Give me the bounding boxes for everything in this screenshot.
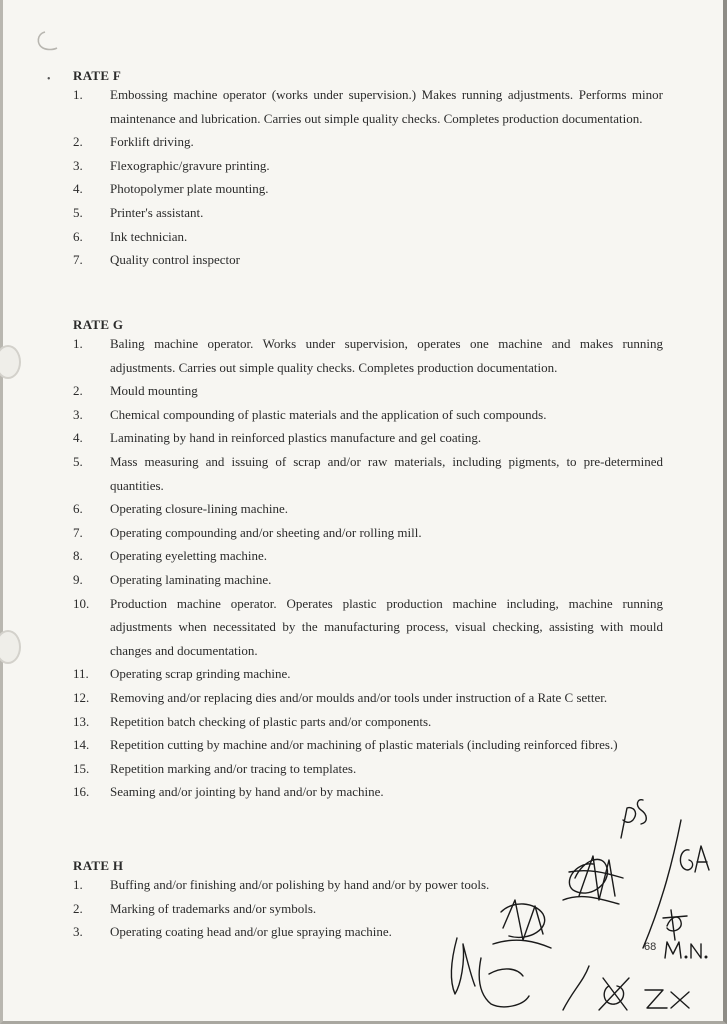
list-item: 2. Mould mounting (73, 383, 198, 399)
list-item: 9. Operating laminating machine. (73, 571, 272, 587)
list-item: 3. Operating coating head and/or glue spraying machine. (73, 924, 392, 940)
list-item: 1. Baling machine operator. Works under supervision, operates one machine and makes running adjustments. Carries out simple quality checks. Completes production documentation. (73, 336, 663, 375)
list-item: 13. Repetition batch checking of plastic parts and/or components. (73, 713, 432, 729)
list-item: 12. Removing and/or replacing dies and/or moulds and/or tools under instruction of a Rate C setter. (73, 689, 608, 705)
signature-ga (680, 846, 709, 872)
list-item: 4. Laminating by hand in reinforced plastics manufacture and gel coating. (73, 430, 482, 446)
list-item: 5. Printer's assistant. (73, 204, 204, 220)
list-item: 3. Flexographic/gravure printing. (73, 157, 270, 173)
list-item: 7. Operating compounding and/or sheeting and/or rolling mill. (73, 524, 422, 540)
signature-left (451, 938, 529, 1007)
signature-scribble (563, 856, 623, 904)
signature-scribble-2 (493, 900, 551, 948)
signature-figure (663, 910, 687, 940)
list-item: 2. Forklift driving. (73, 134, 194, 150)
page-number: 68 (644, 941, 657, 953)
list-item: 4. Photopolymer plate mounting. (73, 181, 269, 197)
list-item: 5. Mass measuring and issuing of scrap and/or raw materials, including pigments, to pre-determined quantities. (73, 453, 663, 493)
signature-stroke (563, 966, 589, 1010)
section-heading: RATE H (73, 858, 124, 873)
list-item: 1. Buffing and/or finishing and/or polishing by hand and/or by power tools. (73, 877, 490, 892)
handwritten-signatures (3, 0, 727, 1024)
list-item: 15. Repetition marking and/or tracing to templates. (73, 760, 357, 776)
section-heading: RATE F (73, 68, 122, 83)
list-item: 16. Seaming and/or jointing by hand and/or by machine. (73, 784, 384, 800)
list-item: 3. Chemical compounding of plastic materials and the application of such compounds. (73, 406, 547, 422)
list-item: 11. Operating scrap grinding machine. (73, 666, 291, 682)
signature-stroke (643, 820, 681, 948)
signature-ps (621, 800, 646, 838)
list-item: 1. Embossing machine operator (works under supervision.) Makes running adjustments. Performs minor maintenance and lubrication. Carries out simple quality checks. Completes production documentation. (73, 87, 663, 126)
signature-circle-mark (599, 978, 629, 1010)
list-item: 6. Operating closure-lining machine. (73, 501, 288, 517)
signature-zx (645, 990, 689, 1008)
margin-dot: • (47, 74, 51, 85)
list-item: 10. Production machine operator. Operates plastic production machine including, machine running adjustments when necessitated by the manufacturing process, visual checking, assisting with mould changes and documentation. (73, 595, 663, 658)
section-heading: RATE G (73, 317, 124, 332)
list-item: 7. Quality control inspector (73, 252, 240, 268)
signature-mn (665, 942, 707, 958)
list-item: 6. Ink technician. (73, 228, 188, 244)
list-item: 14. Repetition cutting by machine and/or machining of plastic materials (including reinforced fibres.) (73, 737, 618, 753)
list-item: 8. Operating eyeletting machine. (73, 548, 268, 564)
list-item: 2. Marking of trademarks and/or symbols. (73, 900, 317, 916)
